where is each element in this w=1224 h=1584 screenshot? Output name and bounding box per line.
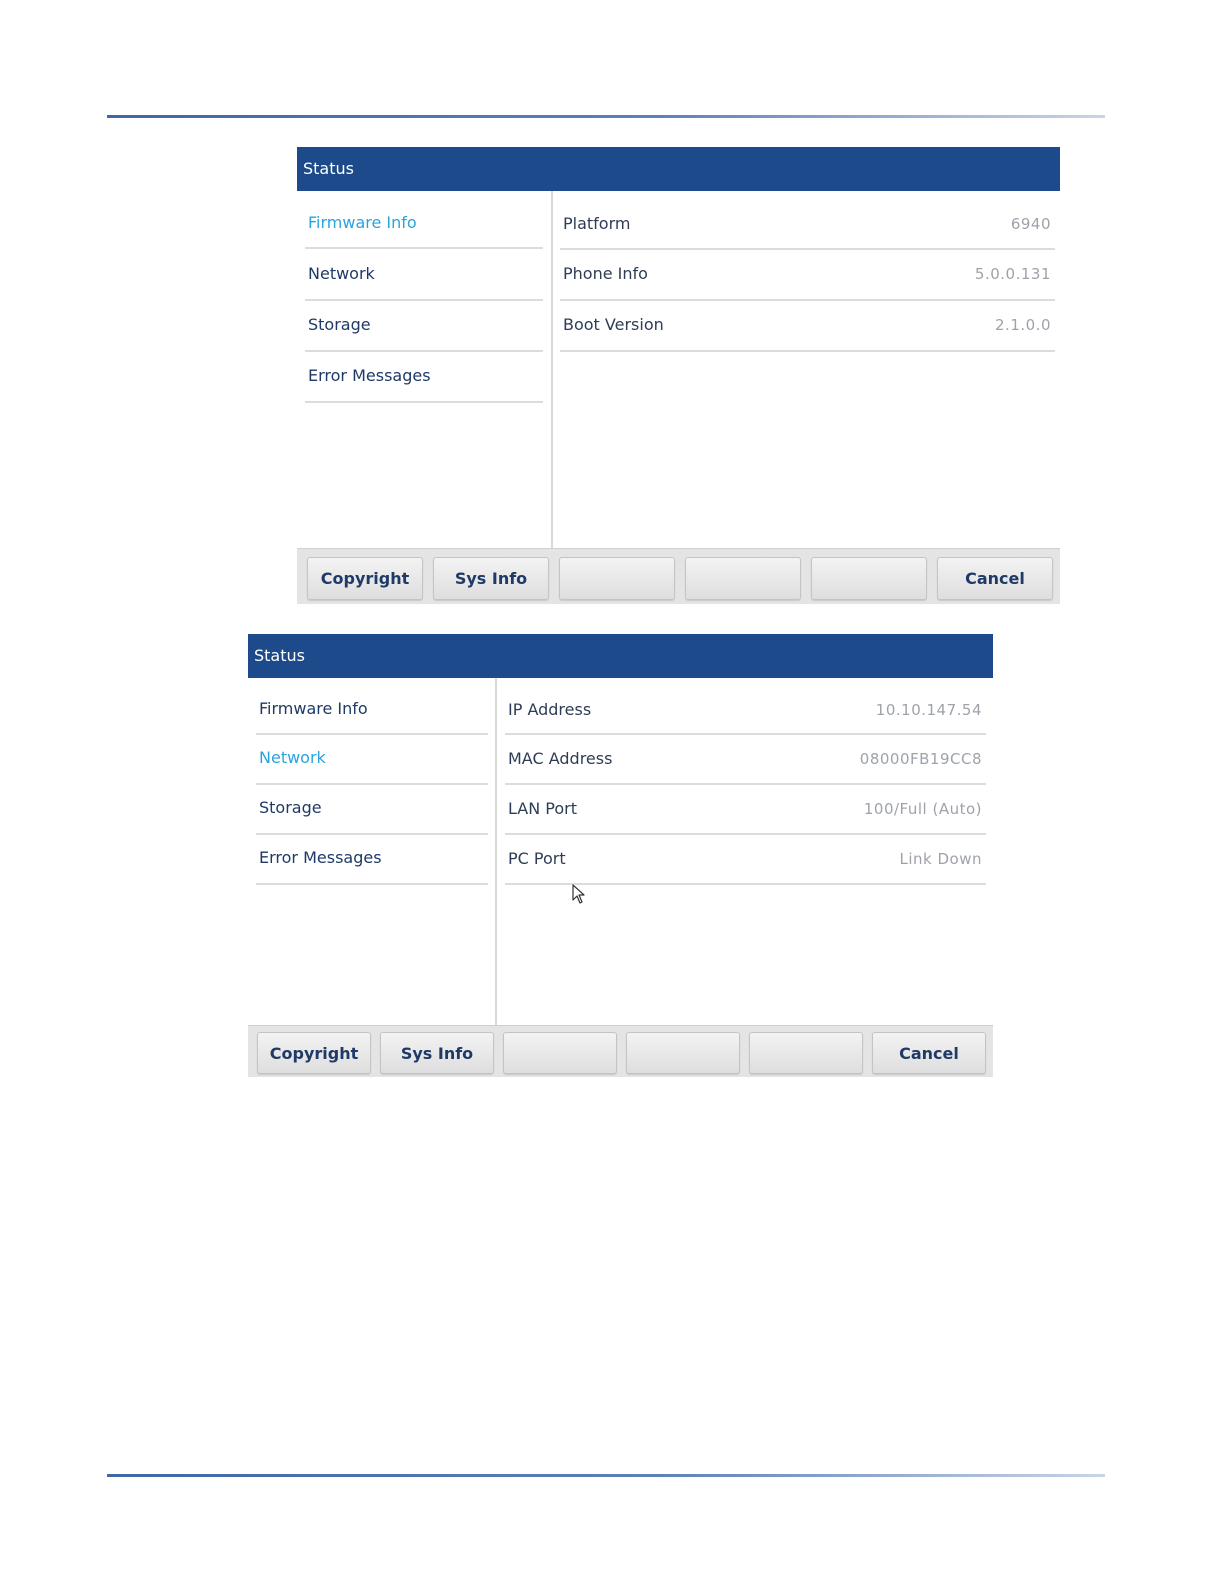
sys-info-softkey[interactable]: Sys Info [433, 557, 549, 600]
info-key: Boot Version [563, 315, 664, 334]
info-row-lan-port [505, 785, 986, 835]
screen-title: Status [297, 147, 1060, 191]
info-row-pc-port [505, 835, 986, 885]
page-bottom-rule [107, 1474, 1105, 1477]
info-key: Phone Info [563, 264, 648, 283]
menu-item-label: Firmware Info [259, 699, 368, 718]
column-divider [551, 191, 553, 604]
info-value: 08000FB19CC8 [859, 750, 982, 768]
cancel-softkey[interactable]: Cancel [872, 1032, 986, 1074]
info-value: 10.10.147.54 [875, 701, 982, 719]
column-divider [495, 678, 497, 1077]
menu-item-label: Network [308, 264, 375, 283]
menu-item-network[interactable] [305, 250, 543, 301]
empty-softkey-3[interactable] [503, 1032, 617, 1074]
empty-softkey-4[interactable] [626, 1032, 740, 1074]
info-key: MAC Address [508, 749, 613, 768]
info-row-phone-info [560, 250, 1055, 301]
info-key: Platform [563, 214, 631, 233]
menu-item-error-messages[interactable] [305, 352, 543, 403]
info-key: PC Port [508, 849, 566, 868]
softkey-bar [297, 548, 1060, 604]
page-top-rule [107, 115, 1105, 118]
empty-softkey-4[interactable] [685, 557, 801, 600]
info-value: 5.0.0.131 [974, 265, 1051, 283]
softkey-bar [248, 1025, 993, 1077]
menu-item-label: Firmware Info [308, 213, 417, 232]
menu-item-error-messages[interactable] [256, 835, 488, 885]
copyright-softkey[interactable]: Copyright [257, 1032, 371, 1074]
status-screen-network [248, 634, 993, 1077]
menu-item-network[interactable] [256, 735, 488, 785]
menu-item-label: Error Messages [308, 366, 431, 385]
menu-item-storage[interactable] [305, 301, 543, 352]
mouse-pointer-icon [572, 884, 586, 904]
menu-item-firmware-info[interactable] [256, 678, 488, 735]
empty-softkey-5[interactable] [811, 557, 927, 600]
empty-softkey-3[interactable] [559, 557, 675, 600]
menu-item-firmware-info[interactable] [305, 191, 543, 249]
sys-info-softkey[interactable]: Sys Info [380, 1032, 494, 1074]
screen-title: Status [248, 634, 993, 678]
menu-item-label: Error Messages [259, 848, 382, 867]
status-menu [248, 678, 495, 1077]
info-value: 2.1.0.0 [995, 316, 1051, 334]
info-value: Link Down [899, 850, 982, 868]
status-menu [297, 191, 551, 604]
info-key: IP Address [508, 700, 592, 719]
info-row-platform [560, 191, 1055, 250]
info-value: 6940 [1010, 215, 1051, 233]
menu-item-storage[interactable] [256, 785, 488, 835]
cancel-softkey[interactable]: Cancel [937, 557, 1053, 600]
empty-softkey-5[interactable] [749, 1032, 863, 1074]
menu-item-label: Network [259, 748, 326, 767]
menu-item-label: Storage [259, 798, 322, 817]
info-row-mac-address [505, 735, 986, 785]
copyright-softkey[interactable]: Copyright [307, 557, 423, 600]
info-key: LAN Port [508, 799, 577, 818]
menu-item-label: Storage [308, 315, 371, 334]
info-row-boot-version [560, 301, 1055, 352]
info-row-ip-address [505, 678, 986, 735]
status-screen-firmware [297, 147, 1060, 604]
info-value: 100/Full (Auto) [863, 800, 982, 818]
